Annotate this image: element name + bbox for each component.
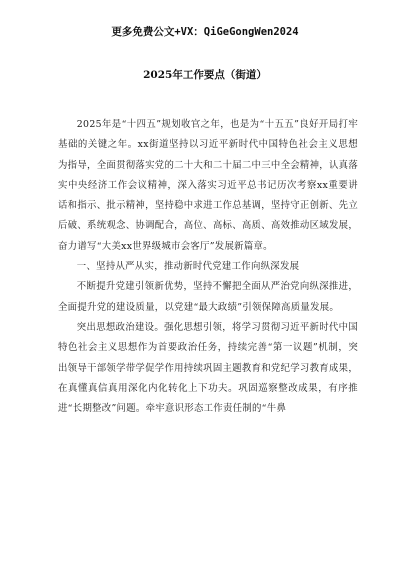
paragraph-intro: 2025年是“十四五”规划收官之年，也是为“十五五”良好开局打牢基础的关键之年。xx街道坚持以习近平新时代中国特色社会主义思想为指导，全面贯彻落实党的二十大和二十届二中三中全会精神，认真落实中央经济工作会议精神，深入落实习近平总书记历次考察xx重要讲话和指示、批示精神，坚持稳中求进工作总基调，坚持守正创新、先立后破、系统观念、协调配合，高位、高标、高质、高效推动区域发展，奋力谱写“大美xx世界级城市会客厅”发展新篇章。 xyxy=(58,119,358,252)
paragraph-political-construction: 突出思想政治建设。强化思想引领，将学习贯彻习近平新时代中国特色社会主义思想作为首要政治任务，持续完善“第一议题”机制，突出领导干部领学带学促学作用持续巩固主题教育和党纪学习教育成果，在真懂真信真用深化内化转化上下功夫。巩固巡察整改成果，有序推进“长期整改”问题。牵牢意识形态工作责任制的“牛鼻 xyxy=(58,321,358,415)
paragraph-section-1-summary: 不断提升党建引领新优势，坚持不懈把全面从严治党向纵深推进，全面提升党的建设质量，以党建“最大政绩”引领保障高质量发展。 xyxy=(58,281,358,313)
document-title: 2025年工作要点（街道） xyxy=(143,69,267,81)
document-body xyxy=(58,115,358,419)
document-header: 更多免费公文+VX：QiGeGongWen2024 xyxy=(111,26,299,38)
section-heading-1: 一、坚持从严从实，推动新时代党建工作向纵深发展 xyxy=(76,261,300,273)
